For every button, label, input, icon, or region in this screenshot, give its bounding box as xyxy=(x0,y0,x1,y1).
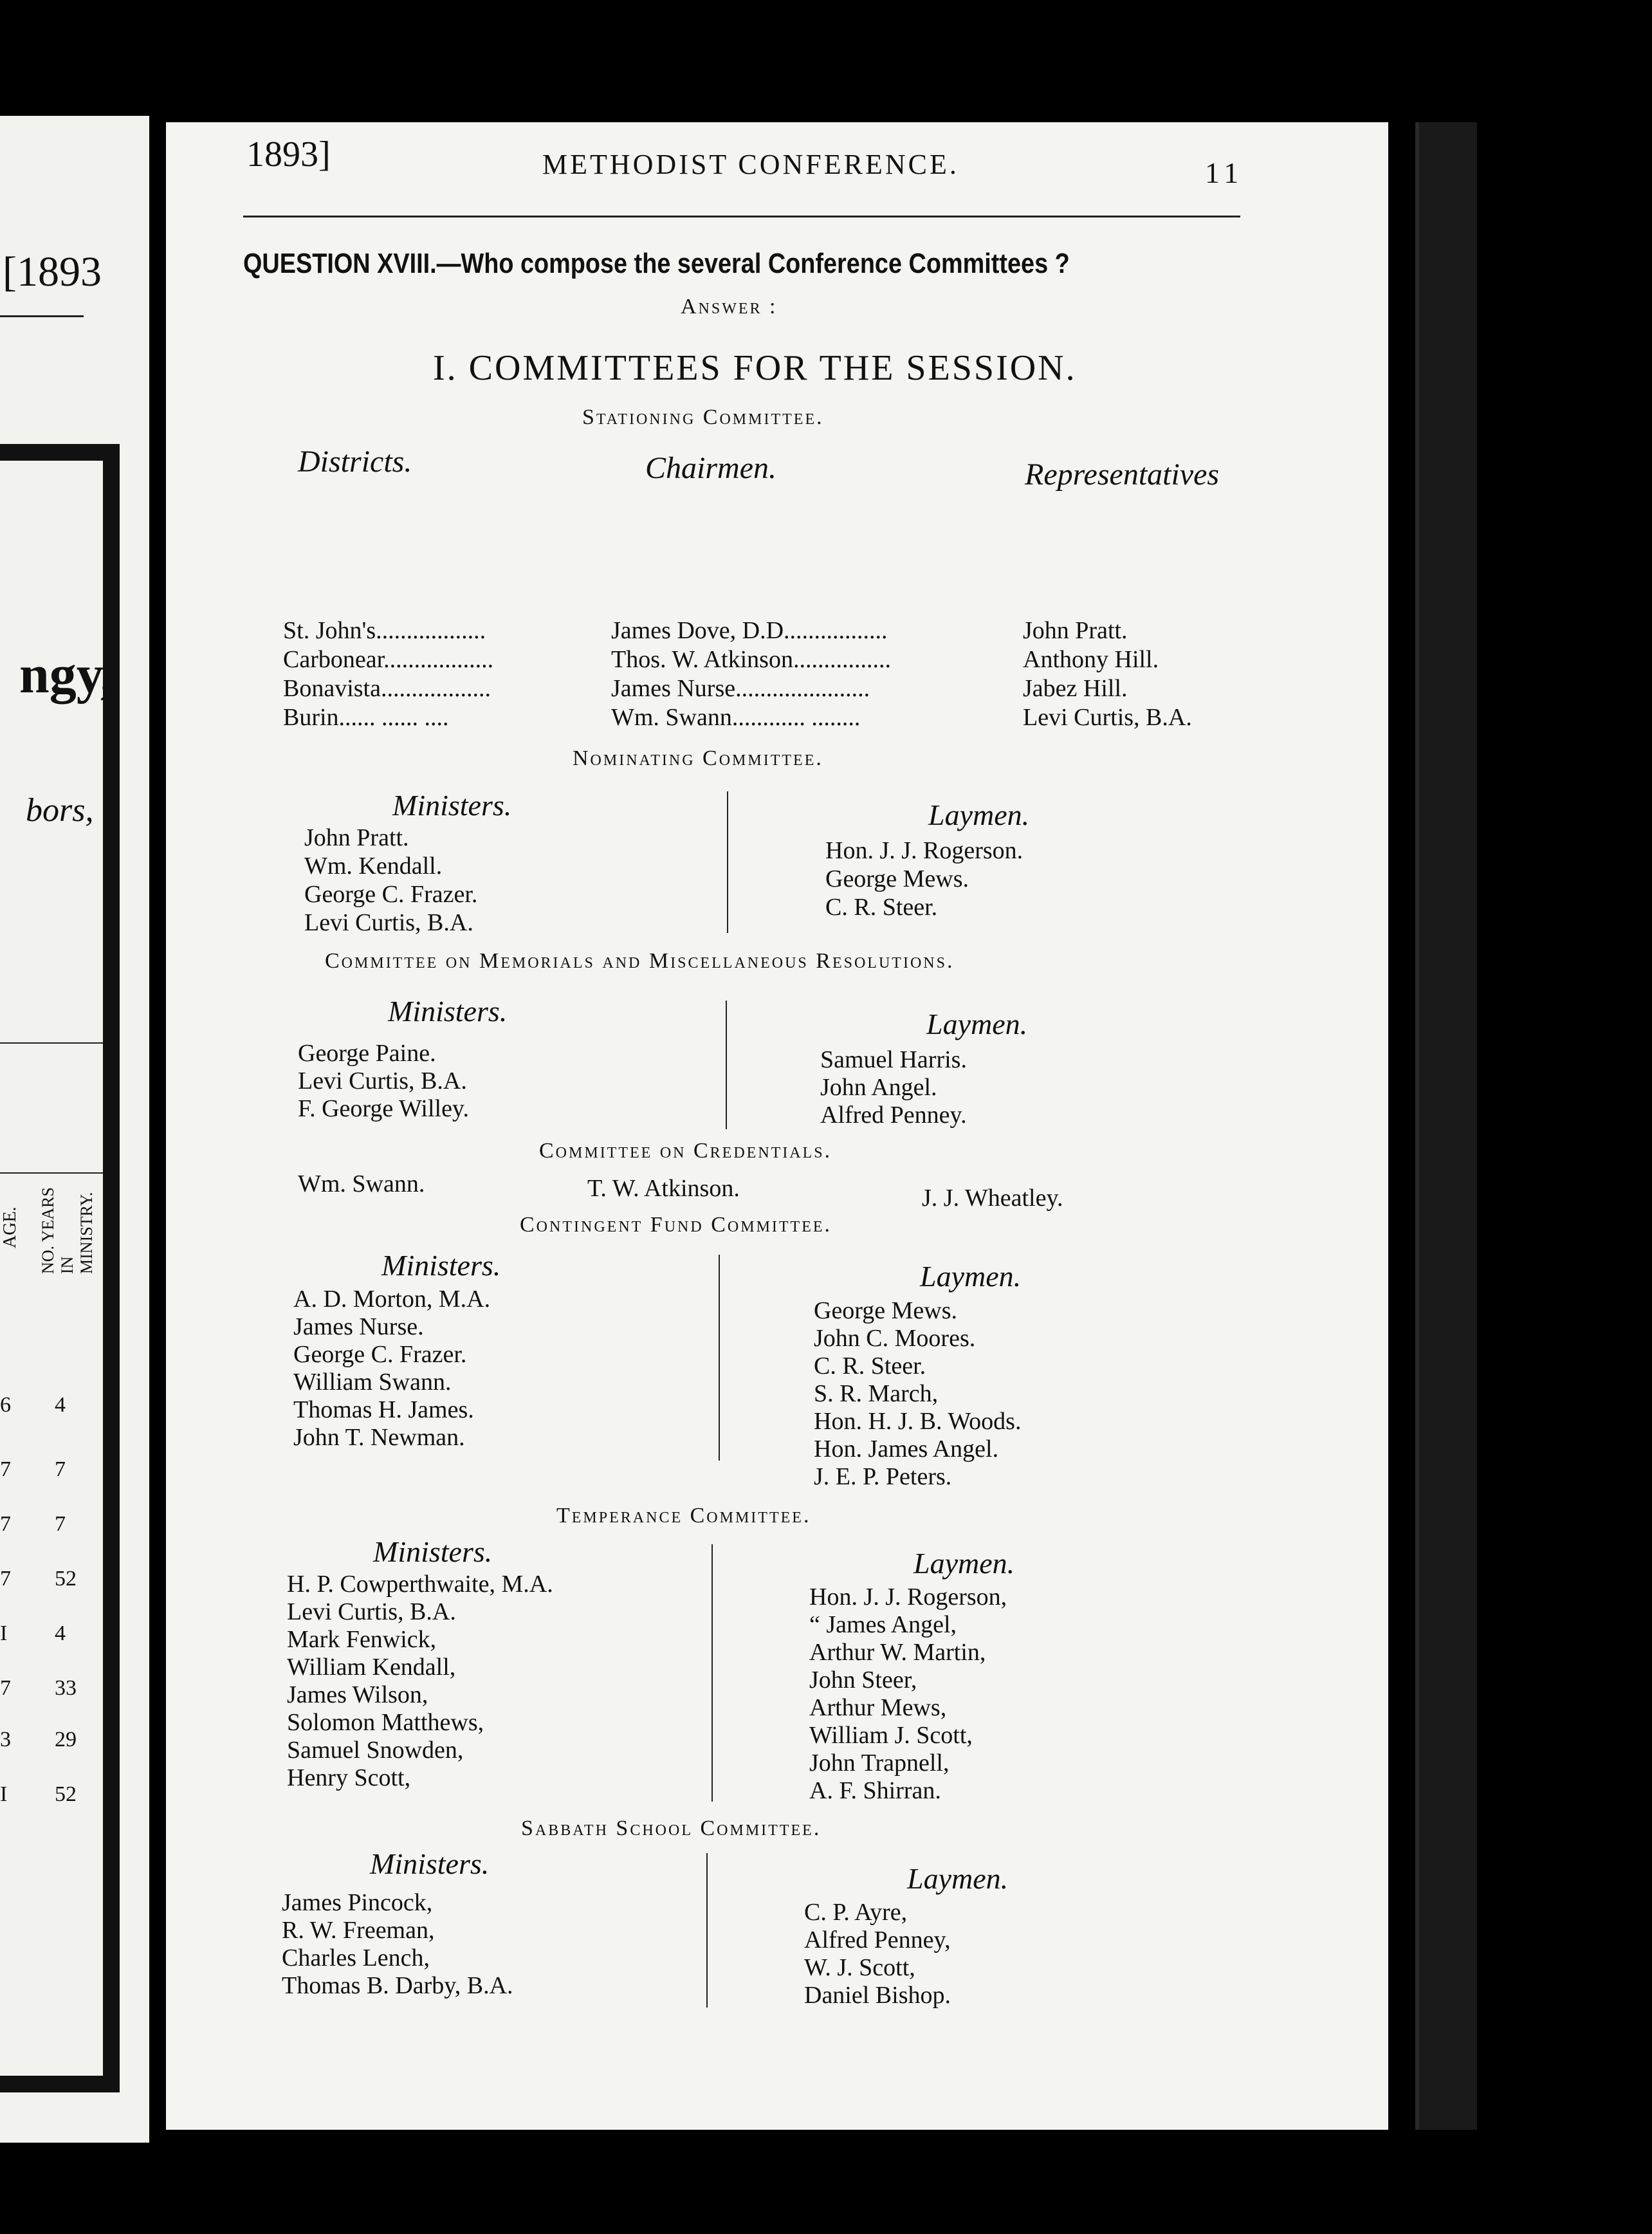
stationing-committee-title: Stationing Committee. xyxy=(582,405,824,429)
minister-name: R. W. Freeman, xyxy=(282,1917,435,1944)
left-table-cell: 4 xyxy=(55,1393,66,1417)
credentials-committee-title: Committee on Credentials. xyxy=(539,1139,832,1163)
column-divider xyxy=(719,1255,720,1461)
chairman-cell: Thos. W. Atkinson................ xyxy=(611,646,891,673)
left-table-cell: 4 xyxy=(55,1621,66,1645)
left-table-cell: 7 xyxy=(0,1512,11,1536)
district-cell: Carbonear.................. xyxy=(283,646,494,673)
left-table-cell: 7 xyxy=(0,1567,11,1591)
minister-name: James Wilson, xyxy=(287,1681,428,1708)
layman-name: Alfred Penney, xyxy=(804,1926,951,1953)
ministers-heading: Ministers. xyxy=(370,1847,490,1880)
layman-name: S. R. March, xyxy=(814,1380,939,1407)
layman-name: A. F. Shirran. xyxy=(809,1777,941,1804)
chairman-cell: Wm. Swann............ ........ xyxy=(611,704,861,731)
ministers-heading: Ministers. xyxy=(381,1249,501,1282)
col-districts: Districts. xyxy=(298,445,412,479)
column-divider xyxy=(727,791,728,933)
credentials-member: Wm. Swann. xyxy=(298,1170,425,1197)
left-table-header xyxy=(0,1042,103,1174)
minister-name: George C. Frazer. xyxy=(293,1341,467,1368)
layman-name: C. R. Steer. xyxy=(825,894,938,921)
representative-cell: Levi Curtis, B.A. xyxy=(1023,704,1192,731)
layman-name: Samuel Harris. xyxy=(820,1046,967,1073)
minister-name: Levi Curtis, B.A. xyxy=(304,909,473,936)
minister-name: James Pincock, xyxy=(282,1889,433,1916)
layman-name: Arthur Mews, xyxy=(809,1694,947,1721)
running-head-title: METHODIST CONFERENCE. xyxy=(542,149,959,180)
left-table-cell: I xyxy=(0,1782,8,1806)
left-table-col-age: AGE. xyxy=(0,1206,20,1248)
minister-name: F. George Willey. xyxy=(298,1095,469,1122)
layman-name: Hon. H. J. B. Woods. xyxy=(814,1408,1022,1435)
layman-name: “ James Angel, xyxy=(809,1611,957,1638)
column-divider xyxy=(726,1001,727,1129)
minister-name: Samuel Snowden, xyxy=(287,1737,464,1764)
minister-name: Thomas B. Darby, B.A. xyxy=(282,1972,513,1999)
layman-name: Hon. James Angel. xyxy=(814,1435,999,1463)
ministers-heading: Ministers. xyxy=(373,1535,493,1568)
ministers-heading: Ministers. xyxy=(392,789,512,822)
left-table-cell: 29 xyxy=(55,1728,77,1751)
left-table-cell: 6 xyxy=(0,1393,11,1417)
district-cell: Bonavista.................. xyxy=(283,675,491,702)
laymen-heading: Laymen. xyxy=(907,1862,1009,1895)
minister-name: William Swann. xyxy=(293,1369,452,1396)
left-page-fragment xyxy=(0,116,149,2143)
left-page-text-fragment: ngy, xyxy=(19,645,115,705)
layman-name: Hon. J. J. Rogerson. xyxy=(825,837,1023,864)
column-divider xyxy=(706,1853,708,2008)
minister-name: William Kendall, xyxy=(287,1654,456,1681)
layman-name: William J. Scott, xyxy=(809,1722,973,1749)
district-cell: Burin...... ...... .... xyxy=(283,704,449,731)
page-number: 11 xyxy=(1205,156,1244,189)
layman-name: Alfred Penney. xyxy=(820,1102,967,1129)
minister-name: Henry Scott, xyxy=(287,1764,411,1791)
credentials-member: J. J. Wheatley. xyxy=(922,1185,1063,1212)
left-table-cell: 3 xyxy=(0,1728,11,1751)
layman-name: John Trapnell, xyxy=(809,1749,950,1777)
header-rule xyxy=(243,216,1240,217)
minister-name: Mark Fenwick, xyxy=(287,1626,437,1653)
minister-name: Solomon Matthews, xyxy=(287,1709,484,1736)
col-chairmen: Chairmen. xyxy=(645,451,776,485)
running-head-year: 1893] xyxy=(246,134,331,174)
page-edge xyxy=(1415,122,1477,2130)
contingent-committee-title: Contingent Fund Committee. xyxy=(520,1213,832,1237)
answer-label: Answer : xyxy=(681,295,778,318)
layman-name: John Angel. xyxy=(820,1074,937,1101)
left-table-cell: 52 xyxy=(55,1567,77,1591)
layman-name: C. P. Ayre, xyxy=(804,1899,908,1926)
minister-name: Levi Curtis, B.A. xyxy=(298,1067,467,1094)
ministers-heading: Ministers. xyxy=(388,995,508,1028)
layman-name: W. J. Scott, xyxy=(804,1954,915,1981)
layman-name: Daniel Bishop. xyxy=(804,1982,951,2009)
representative-cell: John Pratt. xyxy=(1023,617,1128,644)
column-divider xyxy=(711,1544,713,1802)
layman-name: C. R. Steer. xyxy=(814,1352,926,1380)
laymen-heading: Laymen. xyxy=(920,1260,1022,1293)
layman-name: George Mews. xyxy=(814,1297,958,1324)
left-page-rule xyxy=(0,315,84,317)
representative-cell: Jabez Hill. xyxy=(1023,675,1128,702)
layman-name: Arthur W. Martin, xyxy=(809,1639,986,1666)
layman-name: John C. Moores. xyxy=(814,1325,976,1352)
minister-name: James Nurse. xyxy=(293,1313,424,1340)
sabbath-committee-title: Sabbath School Committee. xyxy=(521,1816,821,1840)
left-table-col-years: NO. YEARS IN MINISTRY. xyxy=(39,1187,96,1274)
minister-name: Charles Lench, xyxy=(282,1944,430,1971)
left-table-cell: 52 xyxy=(55,1782,77,1806)
memorials-committee-title: Committee on Memorials and Miscellaneous Resolutions. xyxy=(325,949,955,973)
left-table-cell: I xyxy=(0,1621,8,1645)
layman-name: J. E. P. Peters. xyxy=(814,1463,952,1490)
chairman-cell: James Nurse...................... xyxy=(611,675,870,702)
left-table-cell: 33 xyxy=(55,1676,77,1700)
minister-name: Wm. Kendall. xyxy=(304,853,443,880)
minister-name: George Paine. xyxy=(298,1040,436,1067)
question-heading: QUESTION XVIII.—Who compose the several Conference Committees ? xyxy=(243,248,1070,279)
minister-name: John T. Newman. xyxy=(293,1424,465,1451)
left-table-cell: 7 xyxy=(55,1457,66,1481)
laymen-heading: Laymen. xyxy=(928,799,1030,831)
nominating-committee-title: Nominating Committee. xyxy=(573,746,823,770)
minister-name: Levi Curtis, B.A. xyxy=(287,1598,456,1625)
section-title: I. COMMITTEES FOR THE SESSION. xyxy=(433,348,1077,388)
left-table-cell: 7 xyxy=(55,1512,66,1536)
minister-name: A. D. Morton, M.A. xyxy=(293,1286,491,1313)
minister-name: H. P. Cowperthwaite, M.A. xyxy=(287,1571,553,1598)
minister-name: Thomas H. James. xyxy=(293,1396,474,1423)
laymen-heading: Laymen. xyxy=(926,1008,1028,1040)
laymen-heading: Laymen. xyxy=(913,1547,1015,1580)
chairman-cell: James Dove, D.D................. xyxy=(611,617,888,644)
col-representatives: Representatives xyxy=(1025,457,1220,492)
minister-name: John Pratt. xyxy=(304,824,409,851)
credentials-member: T. W. Atkinson. xyxy=(587,1175,740,1202)
district-cell: St. John's.................. xyxy=(283,617,486,644)
layman-name: John Steer, xyxy=(809,1666,917,1694)
layman-name: George Mews. xyxy=(825,865,969,892)
left-page-text-fragment: bors, xyxy=(26,792,94,829)
left-table-cell: 7 xyxy=(0,1457,11,1481)
minister-name: George C. Frazer. xyxy=(304,881,478,908)
representative-cell: Anthony Hill. xyxy=(1023,646,1159,673)
left-page-year: [1893 xyxy=(3,248,102,295)
layman-name: Hon. J. J. Rogerson, xyxy=(809,1583,1007,1611)
temperance-committee-title: Temperance Committee. xyxy=(556,1504,811,1528)
left-table-cell: 7 xyxy=(0,1676,11,1700)
